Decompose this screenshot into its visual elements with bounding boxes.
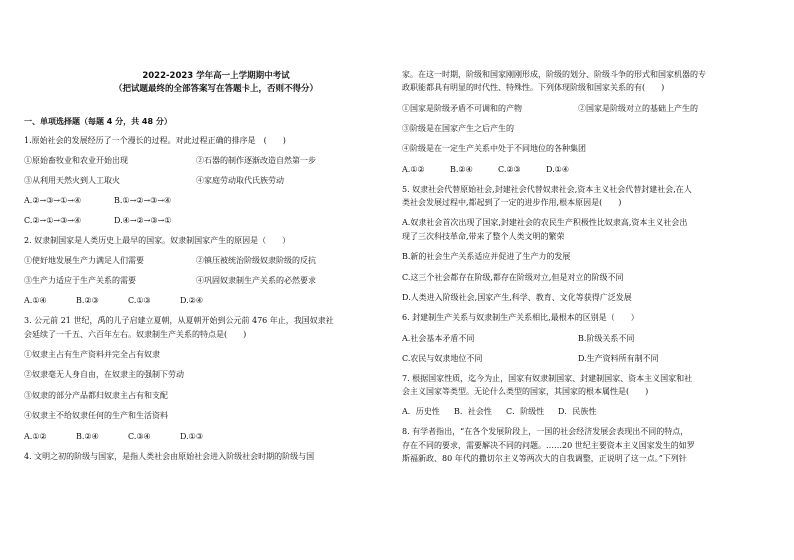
choice-b[interactable]: B.②④ (76, 431, 99, 441)
exam-subtitle: （把试题最终的全部答案写在答题卡上，否则不得分） (113, 83, 318, 94)
choice-row (402, 354, 772, 364)
statement-row (402, 104, 772, 114)
choice-b[interactable]: B.②③ (76, 296, 99, 306)
choice-c[interactable]: C.③④ (128, 431, 151, 441)
choice-row (402, 334, 772, 344)
question-stem: 1.原始社会的发展经历了一个漫长的过程。对此过程正确的排序是 ( ) (24, 135, 286, 145)
question-6 (402, 313, 772, 363)
choice-d[interactable]: D.①③ (180, 431, 204, 441)
statement: ①原始畜牧业和农业开始出现 (24, 155, 128, 165)
statement: ①奴隶主占有生产资料并完全占有奴隶 (24, 350, 160, 360)
choice-c[interactable]: C.②③ (498, 164, 521, 174)
choice-b[interactable]: B.②④ (450, 164, 473, 174)
statement: ④阶级是在一定生产关系中处于不同地位的各种集团 (402, 144, 586, 154)
question-stem: 5. 奴隶社会代替原始社会,封建社会代替奴隶社会,资本主义社会代替封建社会,在人 (402, 184, 692, 194)
choice-d[interactable]: D.人类进入阶级社会,国家产生,科学、教育、文化等获得广泛发展 (402, 292, 632, 302)
statement: ④家庭劳动取代氏族劳动 (196, 175, 284, 185)
choice-d[interactable]: D.④→②→③→① (114, 215, 172, 225)
statement: ①国家是阶级矛盾不可调和的产物 (402, 103, 522, 113)
question-stem: 家。在这一时期，阶级和国家刚刚形成，阶级的划分、阶级斗争的形式和国家机器的专 (402, 70, 706, 79)
exam-title: 2022-2023 学年高一上学期期中考试 (142, 71, 290, 81)
choice-b[interactable]: B.①→②→③→④ (114, 195, 172, 205)
choice-c[interactable]: C.①③ (128, 296, 151, 306)
choice-row (24, 196, 388, 206)
question-stem: 斯福新政、80 年代的撒切尔主义等两次大的自我调整，正说明了这一点。”下列针 (402, 454, 687, 464)
question-4 (24, 452, 388, 462)
statement: ③生产力适应于生产关系的需要 (24, 276, 136, 286)
statement-row (24, 176, 388, 186)
choice-row (402, 165, 772, 175)
statement: ③奴隶的部分产品都归奴隶主占有和支配 (24, 390, 168, 400)
question-stem: 8. 有学者指出，“在各个发展阶段上，一国的社会经济发展会表现出不同的特点， (402, 427, 689, 437)
question-stem: 会主义国家等类型。无论什么类型的国家，其国家的根本属性是( ) (402, 387, 649, 397)
choice-a[interactable]: A.②→③→①→④ (24, 195, 82, 205)
choice-c[interactable]: C.这三个社会都存在阶级,都存在阶级对立,但是对立的阶级不同 (402, 272, 624, 282)
choice-a[interactable]: A.①④ (24, 296, 47, 306)
statement: ③阶级是在国家产生之后产生的 (402, 123, 514, 133)
question-2 (24, 236, 388, 306)
question-5 (402, 185, 772, 304)
choice-a[interactable]: A.①② (24, 431, 47, 441)
question-3 (24, 316, 388, 441)
statement: ②国家是阶级对立的基础上产生的 (578, 103, 698, 113)
question-stem: 2. 奴隶制国家是人类历史上最早的国家。奴隶制国家产生的原因是（ ） (24, 235, 291, 245)
statement-row (24, 256, 388, 266)
left-column (24, 70, 388, 462)
choice-row (402, 407, 772, 417)
choice-row (24, 216, 388, 226)
choice-d[interactable]: D.①④ (546, 164, 570, 174)
choice-d[interactable]: D.生产资料所有制不同 (578, 353, 659, 363)
choice-a[interactable]: A.①② (402, 164, 425, 174)
section-heading: 一、单项选择题（每题 4 分，共 48 分） (24, 116, 172, 126)
question-stem: 6. 封建制生产关系与奴隶制生产关系相比,最根本的区别是（ ） (402, 313, 639, 323)
choice-row (24, 296, 388, 306)
choice-b[interactable]: B．社会性 (454, 407, 492, 417)
choice-d[interactable]: D.②④ (180, 296, 204, 306)
question-stem: 3. 公元前 21 世纪，禹的儿子启建立夏朝，从夏朝开始到公元前 476 年止，我国奴隶社 (24, 316, 334, 326)
choice-a[interactable]: A.奴隶社会首次出现了国家,封建社会的农民生产积极性比奴隶高,资本主义社会出 (402, 218, 688, 228)
choice-c[interactable]: C．阶级性 (506, 407, 545, 417)
statement: ①使好地发展生产力满足人们需要 (24, 256, 144, 266)
question-stem: 政职能都具有明显的时代性、特殊性。下列体现阶级和国家关系的有( ) (402, 83, 665, 93)
choice-a-continued: 现了三次科技革命,带来了整个人类文明的繁荣 (402, 231, 565, 241)
question-1 (24, 136, 388, 226)
question-stem: 类社会发展过程中,都起到了一定的进步作用,根本原因是( ) (402, 197, 622, 207)
statement: ②镇压被统治阶级奴隶阶级的反抗 (196, 256, 316, 266)
question-stem: 存在不同的要求，需要解决不同的问题。……20 世纪主要资本主义国家发生的如罗 (402, 440, 695, 450)
choice-c[interactable]: C.②→①→③→④ (24, 215, 82, 225)
statement: ③从利用天然火到人工取火 (24, 175, 120, 185)
choice-b[interactable]: B.新的社会生产关系适应并促进了生产力的发展 (402, 252, 571, 262)
statement: ④奴隶主不给奴隶任何的生产和生活资料 (24, 411, 168, 421)
statement-row (24, 156, 388, 166)
choice-c[interactable]: C.农民与奴隶地位不同 (402, 353, 483, 363)
question-stem: 7. 根据国家性质，迄今为止，国家有奴隶制国家、封建制国家、资本主义国家和社 (402, 373, 693, 383)
right-column (402, 70, 772, 465)
choice-b[interactable]: B.阶级关系不同 (578, 333, 635, 343)
question-7 (402, 374, 772, 418)
question-stem: 会延续了一千五、六百年左右。奴隶制生产关系的特点是( ) (24, 329, 247, 339)
question-8 (402, 427, 772, 464)
choice-d[interactable]: D．民族性 (558, 407, 597, 417)
statement: ②石器的制作逐渐改造自然第一步 (196, 155, 316, 165)
choice-a[interactable]: A．历史性 (402, 407, 440, 417)
choice-row (24, 432, 388, 442)
choice-a[interactable]: A.社会基本矛盾不同 (402, 333, 475, 343)
statement: ②奴隶毫无人身自由，在奴隶主的强制下劳动 (24, 370, 184, 380)
statement: ④巩固奴隶制生产关系的必然要求 (196, 276, 316, 286)
statement-row (24, 276, 388, 286)
question-stem: 4. 文明之初的阶级与国家，是指人类社会由原始社会进入阶级社会时期的阶级与国 (24, 451, 315, 461)
